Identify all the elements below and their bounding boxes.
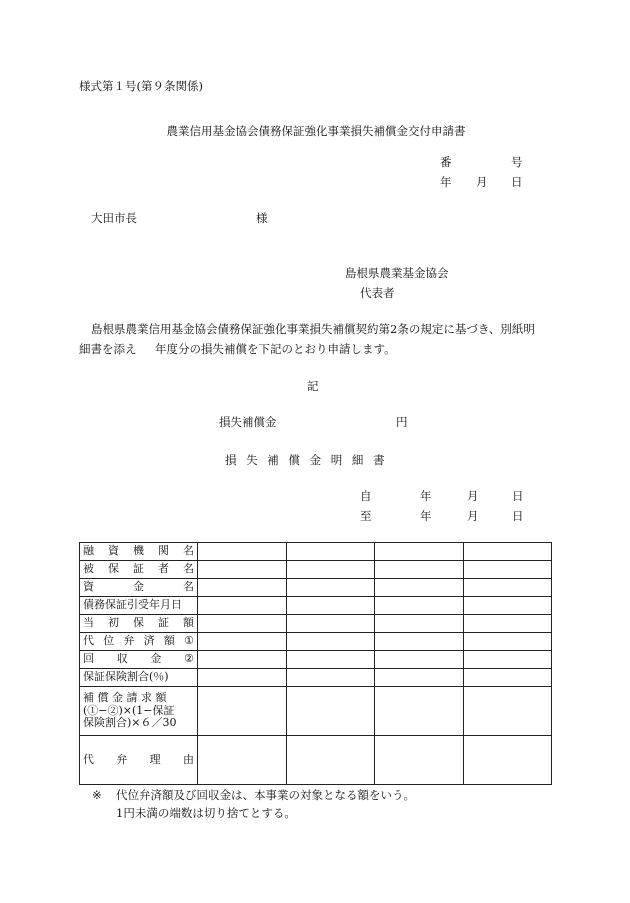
period-to-month: 月 [467,509,479,523]
value-cell [198,579,287,597]
label-char: 額 [183,616,194,630]
table-row [80,543,552,561]
label-char: 回 [83,652,94,666]
value-cell [375,651,464,669]
value-cell [286,669,375,687]
period-from-month: 月 [467,489,479,503]
value-cell [463,615,552,633]
label-char: 代 [83,634,94,648]
period-to-year: 年 [420,509,432,523]
value-cell [286,561,375,579]
detail-title: 損 失 補 償 金 明 細 書 [225,453,385,467]
label-char: 名 [183,580,194,594]
row-label [80,651,198,669]
label-char: 収 [116,652,128,666]
label-char: 証 [133,562,144,576]
period-from-label: 自 [360,489,372,503]
label-char: 資 [108,544,119,558]
label-char: 機 [133,544,144,558]
value-cell [463,633,552,651]
note-line-2: 1円未満の端数は切り捨てとする。 [116,806,296,820]
date-day: 日 [511,175,523,189]
value-cell [198,651,287,669]
value-cell [198,543,287,561]
value-cell [198,669,287,687]
value-cell [375,597,464,615]
table-row [80,669,552,687]
row-label-text [83,563,194,576]
value-cell [198,736,287,785]
row-label-text [83,653,194,666]
value-cell [463,597,552,615]
value-cell [286,736,375,785]
value-cell [463,561,552,579]
amount-unit: 円 [396,415,408,429]
value-cell [375,687,464,736]
value-cell [286,579,375,597]
amount-label: 損失補償金 [219,415,277,429]
label-line: (①−②)×(1−保証 [83,703,175,717]
value-cell [463,579,552,597]
value-cell [286,633,375,651]
addressee-honorific: 様 [256,211,268,225]
label-char: 保 [133,616,144,630]
label-line: 補 償 金 請 求 額 [83,691,167,705]
label-char: 資 [83,580,94,594]
label-char: 済 [143,634,155,648]
value-cell [463,669,552,687]
value-cell [375,633,464,651]
period-to-label: 至 [360,509,372,523]
table-row [80,579,552,597]
row-label [80,615,198,633]
value-cell [375,579,464,597]
label-char: 被 [83,562,94,576]
row-label [80,669,198,687]
table-row [80,633,552,651]
period-from-year: 年 [420,489,432,503]
row-label [80,579,198,597]
ki-mark: 記 [307,379,319,393]
value-cell [463,736,552,785]
row-label-text [83,545,194,558]
row-label-text [83,617,194,630]
body-line-2a: 細書を添え [79,342,137,356]
number-go: 号 [511,155,523,169]
label-char: 弁 [123,634,135,648]
table-row [80,651,552,669]
label-char: 者 [158,562,169,576]
table-row [80,561,552,579]
addressee-name: 大田市長 [91,211,137,225]
value-cell [198,561,287,579]
label-char: 名 [183,544,194,558]
value-cell [286,597,375,615]
number-ban: 番 [440,155,452,169]
value-cell [375,561,464,579]
period-from-day: 日 [512,489,524,503]
label-char: 証 [158,616,169,630]
value-cell [375,736,464,785]
row-label [80,633,198,651]
table-row [80,687,552,736]
value-cell [375,669,464,687]
label-char: 当 [83,616,94,630]
label-char: 位 [103,634,115,648]
label-line: 保険割合)×６／30 [83,716,177,730]
row-label-text [83,581,194,594]
table-row [80,736,552,785]
row-label [80,561,198,579]
table-row [80,597,552,615]
label-char: 関 [158,544,169,558]
value-cell [198,633,287,651]
date-year: 年 [440,175,452,189]
value-cell [463,651,552,669]
label-char: 理 [149,752,161,766]
value-cell [463,543,552,561]
value-cell [286,615,375,633]
table-row [80,615,552,633]
applicant-org: 島根県農業基金協会 [345,266,449,280]
row-label-text [83,635,194,648]
label-char: 弁 [116,752,128,766]
label-char: ① [184,634,194,648]
label-char: 金 [133,580,144,594]
label-char: 代 [83,752,94,766]
value-cell [198,687,287,736]
value-cell [375,543,464,561]
value-cell [286,687,375,736]
label-char: ② [184,652,194,666]
value-cell [198,615,287,633]
note-line-1: 代位弁済額及び回収金は、本事業の対象となる額をいう。 [116,788,415,802]
note-mark: ※ [92,788,102,802]
row-label-text: 債務保証引受年月日 [83,598,182,612]
label-char: 初 [108,616,119,630]
row-label-text [83,754,194,767]
label-char: 融 [83,544,94,558]
value-cell [286,651,375,669]
document-title: 農業信用基金協会債務保証強化事業損失補償金交付申請書 [166,124,466,138]
label-char: 金 [150,652,162,666]
row-label [80,736,198,785]
body-line-2b: 年度分の損失補償を下記のとおり申請します。 [155,342,396,356]
form-number: 様式第１号(第９条関係) [79,79,203,93]
label-char: 名 [183,562,194,576]
label-char: 保 [108,562,119,576]
detail-table [79,542,552,785]
period-to-day: 日 [512,509,524,523]
row-label [80,687,198,736]
label-char: 額 [163,634,175,648]
value-cell [463,687,552,736]
value-cell [286,543,375,561]
value-cell [198,597,287,615]
row-label-text: 保証保険割合(％) [83,670,169,684]
date-month: 月 [476,175,488,189]
row-label [80,597,198,615]
applicant-rep: 代表者 [360,286,395,300]
value-cell [375,615,464,633]
row-label [80,543,198,561]
body-line-1: 島根県農業信用基金協会債務保証強化事業損失補償契約第2条の規定に基づき、別紙明 [91,322,535,336]
label-char: 由 [182,752,194,766]
